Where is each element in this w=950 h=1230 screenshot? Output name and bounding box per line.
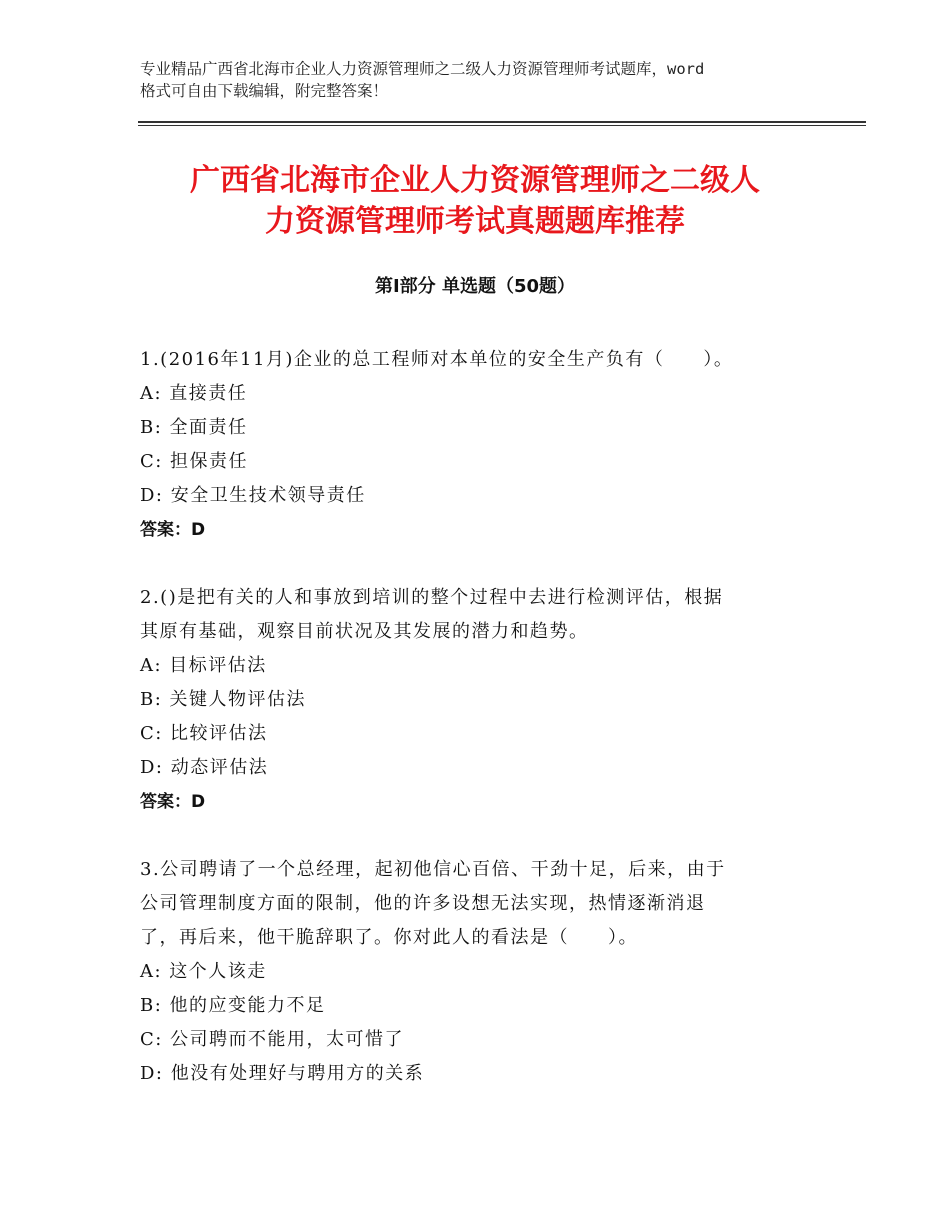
title-line: 广西省北海市企业人力资源管理师之二级人 <box>190 163 760 198</box>
option-d: D: 动态评估法 <box>140 757 269 778</box>
option-a: A: 这个人该走 <box>140 961 267 982</box>
question-item <box>140 343 820 547</box>
option-b: B: 他的应变能力不足 <box>140 995 326 1016</box>
header-divider-thin <box>138 125 866 126</box>
header-note-line: 专业精品广西省北海市企业人力资源管理师之二级人力资源管理师考试题库，word <box>140 60 705 78</box>
header-divider <box>138 121 866 123</box>
header-note-line: 格式可自由下载编辑，附完整答案！ <box>140 82 389 100</box>
option-d: D: 他没有处理好与聘用方的关系 <box>140 1063 425 1084</box>
answer-label: 答案：D <box>140 792 206 812</box>
option-d: D: 安全卫生技术领导责任 <box>140 485 366 506</box>
question-stem: 其原有基础，观察目前状况及其发展的潜力和趋势。 <box>140 621 589 642</box>
option-c: C: 公司聘而不能用，太可惜了 <box>140 1029 405 1050</box>
option-b: B: 全面责任 <box>140 417 248 438</box>
option-a: A: 目标评估法 <box>140 655 267 676</box>
question-stem: 2.()是把有关的人和事放到培训的整个过程中去进行检测评估，根据 <box>140 587 724 608</box>
title-line: 力资源管理师考试真题题库推荐 <box>265 204 685 239</box>
option-c: C: 担保责任 <box>140 451 249 472</box>
header-note <box>140 58 840 102</box>
option-b: B: 关键人物评估法 <box>140 689 307 710</box>
document-title <box>120 160 830 242</box>
question-stem: 了，再后来，他干脆辞职了。你对此人的看法是（ ）。 <box>140 927 638 948</box>
answer-label: 答案：D <box>140 520 206 540</box>
section-title: 第Ⅰ部分 单选题（50题） <box>374 276 575 297</box>
question-stem: 公司管理制度方面的限制，他的许多设想无法实现，热情逐渐消退 <box>140 893 706 914</box>
question-item <box>140 581 820 819</box>
question-item <box>140 853 820 1091</box>
option-c: C: 比较评估法 <box>140 723 268 744</box>
option-a: A: 直接责任 <box>140 383 248 404</box>
question-list <box>140 343 820 1125</box>
question-stem: 3.公司聘请了一个总经理，起初他信心百倍、干劲十足，后来，由于 <box>140 859 726 880</box>
question-stem: 1.(2016年11月)企业的总工程师对本单位的安全生产负有（ ）。 <box>140 349 734 370</box>
